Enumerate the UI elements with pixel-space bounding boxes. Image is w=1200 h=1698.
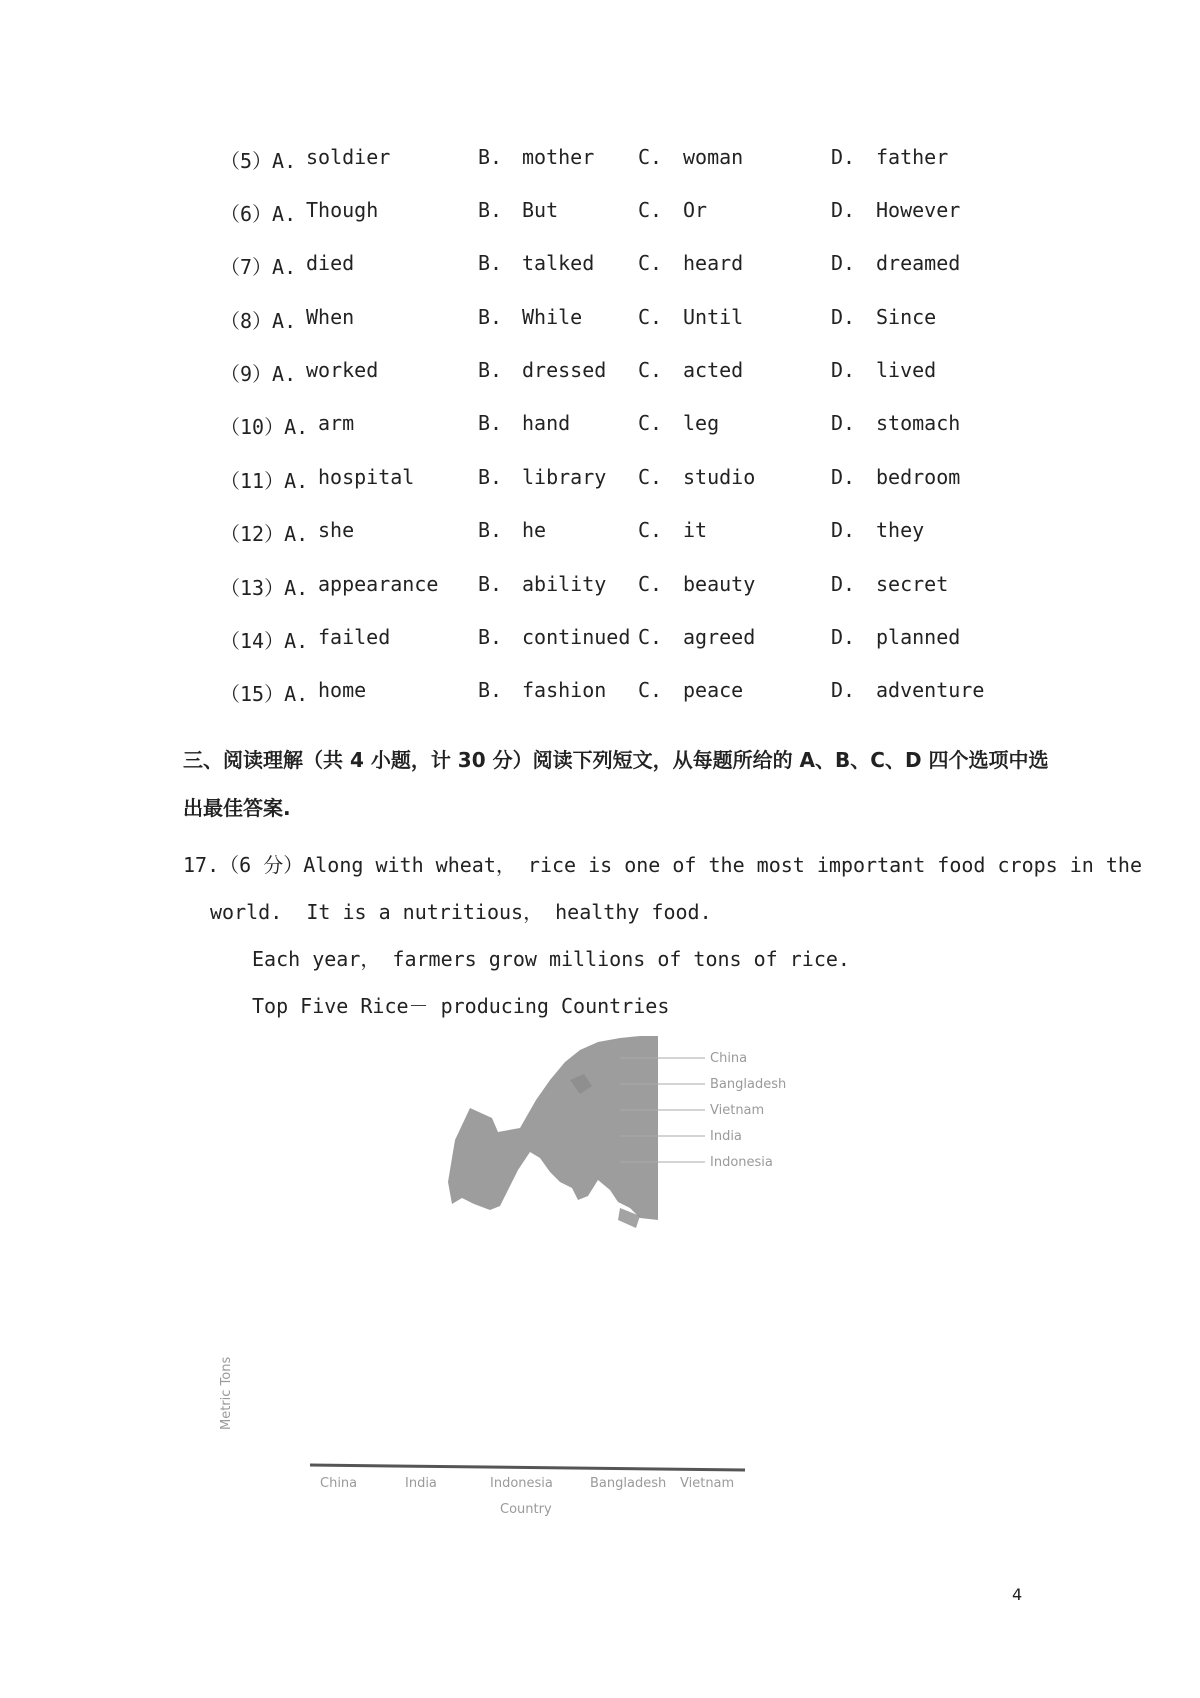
passage-line-4: Top Five Rice－ producing Countries [252, 994, 670, 1018]
passage-line-2: world. It is a nutritious， healthy food. [210, 900, 712, 924]
option-d-text: adventure [876, 678, 985, 702]
option-c-letter: C. [638, 465, 663, 489]
option-b-letter: B. [478, 198, 503, 222]
section-title: 三、阅读理解（共 4 小题，计 30 分）阅读下列短文，从每题所给的 A、B、C、D 四个选项中选出最佳答案. [183, 748, 1049, 820]
x-tick-label: China [320, 1476, 358, 1491]
option-c-letter: C. [638, 358, 663, 382]
option-b-letter: B. [478, 678, 503, 702]
option-b-text: library [522, 465, 607, 489]
option-a-text: she [318, 518, 355, 542]
option-c-text: beauty [683, 572, 756, 596]
option-row [0, 358, 1200, 388]
option-number: （13）A. [220, 576, 309, 600]
option-c-text: studio [683, 465, 756, 489]
option-row [0, 572, 1200, 602]
map-legend-label: China [710, 1051, 748, 1066]
option-b-text: dressed [522, 358, 607, 382]
page-number: 4 [1012, 1585, 1023, 1604]
option-b-letter: B. [478, 411, 503, 435]
option-d-letter: D. [831, 198, 856, 222]
option-number: （7）A. [220, 255, 297, 279]
option-d-text: dreamed [876, 251, 961, 275]
option-b-letter: B. [478, 625, 503, 649]
option-d-letter: D. [831, 411, 856, 435]
option-c-text: leg [683, 411, 720, 435]
option-c-letter: C. [638, 305, 663, 329]
option-b-text: fashion [522, 678, 607, 702]
option-d-text: secret [876, 572, 949, 596]
map-legend-label: Bangladesh [710, 1077, 787, 1092]
option-a-text: Though [306, 198, 379, 222]
rice-chart-svg [200, 1020, 840, 1545]
option-d-letter: D. [831, 465, 856, 489]
option-b-letter: B. [478, 518, 503, 542]
rice-chart [200, 1020, 840, 1545]
option-c-text: agreed [683, 625, 756, 649]
asia-map [448, 1036, 658, 1228]
map-shape [448, 1036, 658, 1220]
option-d-letter: D. [831, 678, 856, 702]
option-row [0, 198, 1200, 228]
option-b-text: talked [522, 251, 595, 275]
option-c-letter: C. [638, 145, 663, 169]
option-c-text: heard [683, 251, 744, 275]
option-d-letter: D. [831, 518, 856, 542]
option-c-letter: C. [638, 572, 663, 596]
option-b-letter: B. [478, 358, 503, 382]
option-d-text: Since [876, 305, 937, 329]
option-c-text: peace [683, 678, 744, 702]
option-b-text: While [522, 305, 583, 329]
x-tick-label: India [405, 1476, 437, 1491]
option-b-letter: B. [478, 251, 503, 275]
x-tick-labels [320, 1476, 734, 1491]
option-b-text: mother [522, 145, 595, 169]
option-c-letter: C. [638, 518, 663, 542]
x-axis-label: Country [500, 1502, 552, 1517]
passage-line-1: 17.（6 分）Along with wheat， rice is one of the most important food crops in the [183, 853, 1142, 877]
option-c-text: acted [683, 358, 744, 382]
option-number: （9）A. [220, 362, 297, 386]
option-d-text: they [876, 518, 925, 542]
option-c-letter: C. [638, 678, 663, 702]
option-d-text: bedroom [876, 465, 961, 489]
option-b-text: ability [522, 572, 607, 596]
option-number: （12）A. [220, 522, 309, 546]
option-a-text: failed [318, 625, 391, 649]
x-tick-label: Bangladesh [590, 1476, 667, 1491]
option-a-text: soldier [306, 145, 391, 169]
option-b-letter: B. [478, 145, 503, 169]
option-row [0, 305, 1200, 335]
option-b-text: hand [522, 411, 571, 435]
x-tick-label: Indonesia [490, 1476, 553, 1491]
option-c-text: Until [683, 305, 744, 329]
option-d-letter: D. [831, 572, 856, 596]
map-legend-label: Indonesia [710, 1155, 773, 1170]
option-b-letter: B. [478, 572, 503, 596]
option-c-letter: C. [638, 251, 663, 275]
option-a-text: died [306, 251, 355, 275]
option-c-letter: C. [638, 625, 663, 649]
option-row [0, 145, 1200, 175]
option-number: （6）A. [220, 202, 297, 226]
option-c-text: woman [683, 145, 744, 169]
option-number: （15）A. [220, 682, 309, 706]
option-c-letter: C. [638, 411, 663, 435]
option-d-letter: D. [831, 145, 856, 169]
option-a-text: hospital [318, 465, 415, 489]
option-number: （5）A. [220, 149, 297, 173]
x-axis-line [310, 1465, 745, 1470]
option-a-text: worked [306, 358, 379, 382]
option-b-text: But [522, 198, 559, 222]
option-number: （10）A. [220, 415, 309, 439]
option-b-text: he [522, 518, 547, 542]
option-d-letter: D. [831, 305, 856, 329]
option-d-text: However [876, 198, 961, 222]
option-d-text: father [876, 145, 949, 169]
option-a-text: When [306, 305, 355, 329]
option-d-text: lived [876, 358, 937, 382]
passage-line-3: Each year， farmers grow millions of tons of rice. [252, 947, 850, 971]
option-a-text: appearance [318, 572, 439, 596]
option-a-text: arm [318, 411, 355, 435]
map-legend-label: India [710, 1129, 742, 1144]
option-d-letter: D. [831, 358, 856, 382]
option-c-text: Or [683, 198, 708, 222]
y-axis-label: Metric Tons [219, 1356, 234, 1430]
option-row [0, 251, 1200, 281]
option-d-letter: D. [831, 251, 856, 275]
option-b-letter: B. [478, 305, 503, 329]
option-b-text: continued [522, 625, 631, 649]
option-row [0, 411, 1200, 441]
option-d-letter: D. [831, 625, 856, 649]
option-d-text: planned [876, 625, 961, 649]
option-row [0, 625, 1200, 655]
option-number: （14）A. [220, 629, 309, 653]
option-d-text: stomach [876, 411, 961, 435]
option-c-text: it [683, 518, 708, 542]
option-row [0, 465, 1200, 495]
option-number: （11）A. [220, 469, 309, 493]
option-number: （8）A. [220, 309, 297, 333]
map-legend-label: Vietnam [710, 1103, 765, 1118]
option-row [0, 678, 1200, 708]
option-a-text: home [318, 678, 367, 702]
option-c-letter: C. [638, 198, 663, 222]
option-row [0, 518, 1200, 548]
option-b-letter: B. [478, 465, 503, 489]
x-tick-label: Vietnam [680, 1476, 735, 1491]
